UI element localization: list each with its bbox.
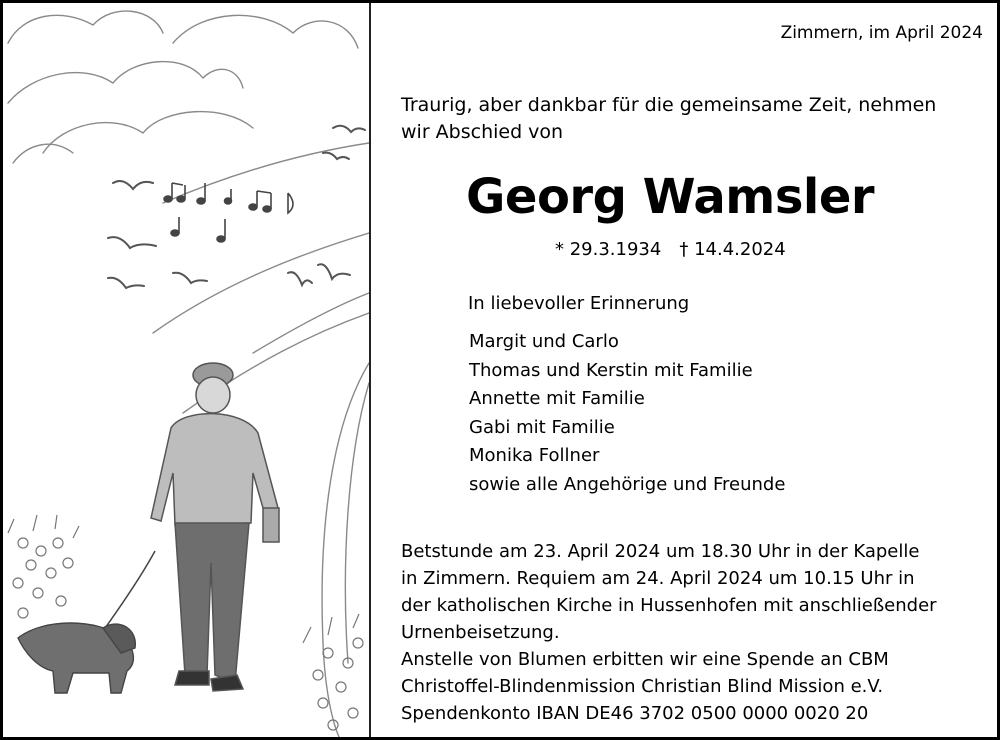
info-line: Anstelle von Blumen erbitten wir eine Spende an CBM (401, 649, 889, 670)
deceased-name: Georg Wamsler (466, 169, 875, 225)
service-info (401, 538, 991, 727)
memory-line: In liebevoller Erinnerung (468, 293, 690, 314)
intro-line: Traurig, aber dankbar für die gemeinsame Zeit, nehmen (401, 94, 937, 116)
mourner-item: Monika Follner (469, 445, 600, 466)
notice-text (3, 3, 997, 737)
info-line: Betstunde am 23. April 2024 um 18.30 Uhr in der Kapelle (401, 541, 920, 562)
info-line: Christoffel-Blindenmission Christian Blind Mission e.V. (401, 676, 884, 697)
birth-date: * 29.3.1934 (555, 239, 662, 260)
info-line: der katholischen Kirche in Hussenhofen mit anschließender (401, 595, 937, 616)
info-line: Urnenbeisetzung. (401, 622, 560, 643)
info-line: in Zimmern. Requiem am 24. April 2024 um 10.15 Uhr in (401, 568, 915, 589)
intro-text (401, 92, 981, 146)
life-dates (555, 239, 786, 260)
mourner-item: Thomas und Kerstin mit Familie (469, 359, 753, 381)
place-date: Zimmern, im April 2024 (780, 23, 983, 43)
intro-line: wir Abschied von (401, 121, 564, 143)
mourner-item: sowie alle Angehörige und Freunde (469, 473, 786, 495)
mourner-item: Annette mit Familie (469, 388, 645, 409)
mourners-list (469, 328, 785, 499)
mourner-item: Gabi mit Familie (469, 416, 615, 438)
death-date: † 14.4.2024 (679, 239, 786, 260)
info-line: Spendenkonto IBAN DE46 3702 0500 0000 0020 20 (401, 703, 869, 724)
mourner-item: Margit und Carlo (469, 331, 619, 352)
